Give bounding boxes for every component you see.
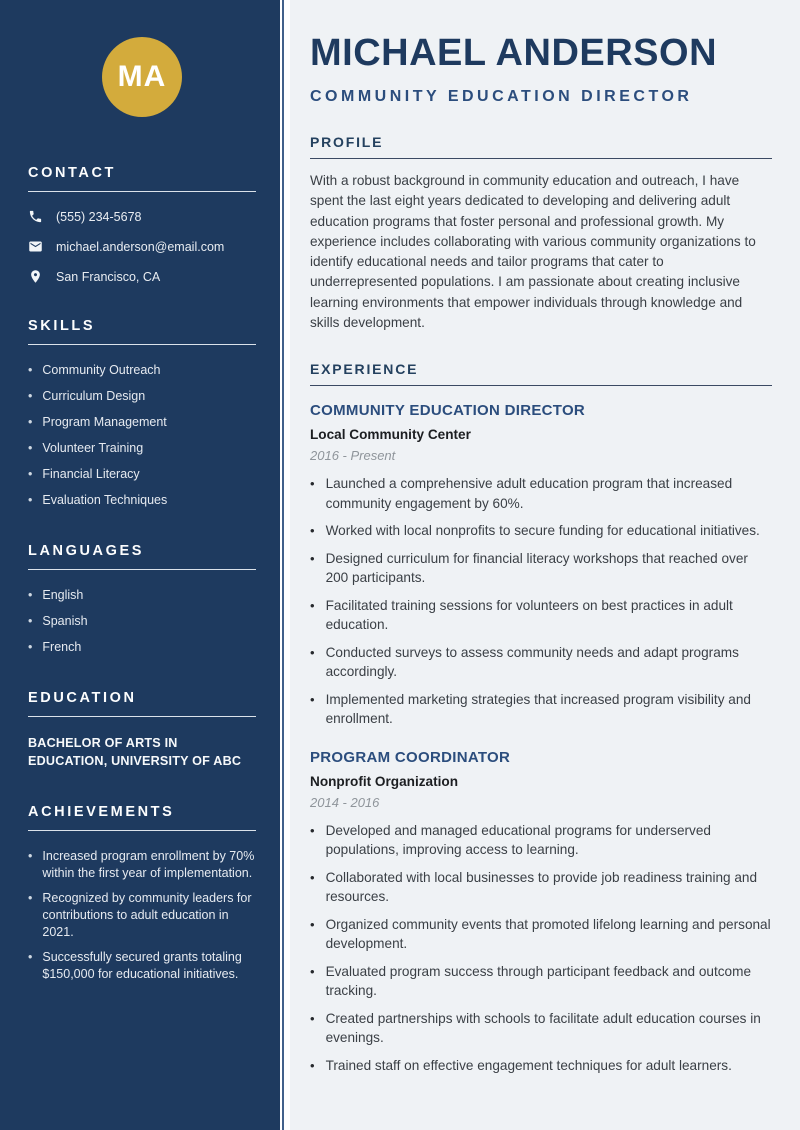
bullet-marker: •	[28, 849, 33, 863]
email-address: michael.anderson@email.com	[56, 239, 225, 254]
job-bullet	[310, 521, 772, 541]
job-bullet-text: Conducted surveys to assess community needs and adapt programs accordingly.	[325, 644, 739, 680]
sidebar	[0, 0, 280, 1130]
phone-number: (555) 234-5678	[56, 209, 142, 224]
skill-item	[28, 362, 256, 379]
languages-list	[28, 587, 256, 656]
section-divider	[310, 158, 772, 159]
email-icon	[28, 239, 43, 254]
job-bullet-text: Implemented marketing strategies that increased program visibility and enrollment.	[325, 691, 751, 727]
achievements-heading: ACHIEVEMENTS	[28, 804, 175, 820]
skill-item	[28, 492, 256, 509]
profile-heading: PROFILE	[310, 134, 384, 150]
bullet-marker: •	[310, 644, 315, 660]
job-entry	[310, 402, 772, 729]
job-bullet	[310, 549, 772, 588]
section-divider	[28, 191, 256, 192]
job-bullet-text: Designed curriculum for financial literacy workshops that reached over 200 participants.	[325, 550, 748, 586]
bullet-marker: •	[28, 415, 33, 429]
job-entry	[310, 749, 772, 1076]
avatar-initials: MA	[117, 60, 167, 93]
skill-label: Curriculum Design	[42, 389, 146, 403]
bullet-marker: •	[28, 950, 33, 964]
job-dates: 2014 - 2016	[310, 794, 380, 810]
job-bullet-text: Created partnerships with schools to facilitate adult education courses in evenings.	[325, 1010, 761, 1046]
achievement-item	[28, 848, 256, 882]
job-bullet-text: Launched a comprehensive adult education program that increased community engagement by 60%.	[325, 476, 733, 511]
language-label: Spanish	[42, 614, 88, 628]
language-item	[28, 613, 256, 630]
location-text: San Francisco, CA	[56, 269, 161, 284]
skill-label: Community Outreach	[42, 363, 161, 377]
contact-section	[28, 165, 256, 284]
experience-heading: EXPERIENCE	[310, 361, 419, 378]
job-bullet-text: Evaluated program success through participant feedback and outcome tracking.	[325, 963, 751, 999]
languages-section	[28, 543, 256, 656]
bullet-marker: •	[310, 523, 315, 539]
skill-label: Evaluation Techniques	[42, 493, 168, 507]
section-divider	[28, 830, 256, 831]
language-label: French	[42, 640, 82, 654]
job-title: PROGRAM COORDINATOR	[310, 748, 511, 766]
contact-location-row	[28, 269, 256, 284]
bullet-marker: •	[28, 363, 33, 377]
achievements-section	[28, 804, 256, 983]
job-bullet-list	[310, 821, 772, 1076]
language-label: English	[42, 588, 84, 602]
job-bullet	[310, 1056, 772, 1076]
job-bullet-text: Facilitated training sessions for volunteers on best practices in adult education.	[325, 597, 733, 633]
skill-item	[28, 440, 256, 457]
skill-label: Volunteer Training	[42, 441, 144, 455]
achievement-item	[28, 949, 256, 983]
achievement-text: Recognized by community leaders for contributions to adult education in 2021.	[42, 891, 252, 939]
job-bullet	[310, 962, 772, 1001]
section-divider	[28, 716, 256, 717]
bullet-marker: •	[28, 614, 33, 628]
bullet-marker: •	[310, 822, 315, 838]
job-title: COMMUNITY EDUCATION DIRECTOR	[310, 402, 586, 420]
achievement-item	[28, 890, 256, 941]
bullet-marker: •	[310, 963, 315, 979]
bullet-marker: •	[28, 588, 33, 602]
job-bullet-text: Organized community events that promoted lifelong learning and personal development.	[325, 916, 771, 952]
bullet-marker: •	[310, 597, 315, 613]
avatar	[102, 37, 182, 117]
skills-section	[28, 318, 256, 509]
skills-heading: SKILLS	[28, 318, 96, 334]
bullet-marker: •	[28, 891, 33, 905]
language-item	[28, 587, 256, 604]
section-divider	[310, 385, 772, 386]
profile-section	[310, 134, 772, 333]
skill-item	[28, 414, 256, 431]
location-icon	[28, 269, 43, 284]
languages-heading: LANGUAGES	[28, 543, 145, 559]
job-company: Local Community Center	[310, 427, 471, 443]
contact-phone-row	[28, 209, 256, 224]
skill-label: Program Management	[42, 415, 167, 429]
job-dates: 2016 - Present	[310, 448, 396, 464]
candidate-role: COMMUNITY EDUCATION DIRECTOR	[310, 88, 693, 105]
contact-email-row	[28, 239, 256, 254]
achievement-text: Successfully secured grants totaling $150,000 for educational initiatives.	[42, 950, 242, 981]
candidate-name: MICHAEL ANDERSON	[310, 32, 718, 74]
degree-text: BACHELOR OF ARTS IN EDUCATION, UNIVERSITY OF ABC	[28, 736, 242, 768]
job-bullet-text: Trained staff on effective engagement techniques for adult learners.	[325, 1057, 732, 1073]
bullet-marker: •	[28, 493, 33, 507]
experience-section	[310, 361, 772, 1075]
contact-heading: CONTACT	[28, 165, 117, 181]
job-bullet	[310, 868, 772, 907]
bullet-marker: •	[310, 1010, 315, 1026]
job-bullet	[310, 821, 772, 860]
job-bullet	[310, 1009, 772, 1048]
job-bullet-text: Developed and managed educational programs for underserved populations, improving access to learning.	[325, 822, 711, 858]
phone-icon	[28, 209, 43, 224]
section-divider	[28, 344, 256, 345]
bullet-marker: •	[28, 389, 33, 403]
skills-list	[28, 362, 256, 509]
main-content	[290, 0, 800, 1130]
bullet-marker: •	[310, 869, 315, 885]
job-bullet	[310, 690, 772, 729]
bullet-marker: •	[310, 1057, 315, 1073]
bullet-marker: •	[28, 640, 33, 654]
bullet-marker: •	[310, 691, 315, 707]
achievement-text: Increased program enrollment by 70% within the first year of implementation.	[42, 849, 255, 880]
job-bullet-text: Collaborated with local businesses to provide job readiness training and resources.	[325, 869, 758, 905]
job-bullet-list	[310, 474, 772, 729]
bullet-marker: •	[310, 550, 315, 566]
skill-item	[28, 466, 256, 483]
job-bullet	[310, 596, 772, 635]
profile-text: With a robust background in community education and outreach, I have spent the last eight years dedicated to developing and delivering adult education programs that foster personal and professional growth. My experience includes collaborating with various community organizations to identify educational needs and tailor programs that cater to underrepresented populations. I am passionate about creating inclusive learning environments that empower individuals through knowledge and skills development.	[310, 173, 756, 331]
education-section	[28, 690, 256, 770]
job-bullet-text: Worked with local nonprofits to secure funding for educational initiatives.	[325, 523, 760, 539]
bullet-marker: •	[28, 441, 33, 455]
skill-item	[28, 388, 256, 405]
column-divider	[280, 0, 290, 1130]
section-divider	[28, 569, 256, 570]
education-heading: EDUCATION	[28, 690, 137, 706]
job-bullet	[310, 915, 772, 954]
job-bullet	[310, 474, 772, 513]
job-company: Nonprofit Organization	[310, 773, 459, 789]
bullet-marker: •	[28, 467, 33, 481]
bullet-marker: •	[310, 916, 315, 932]
skill-label: Financial Literacy	[42, 467, 140, 481]
bullet-marker: •	[310, 476, 315, 492]
language-item	[28, 639, 256, 656]
achievements-list	[28, 848, 256, 983]
job-bullet	[310, 643, 772, 682]
